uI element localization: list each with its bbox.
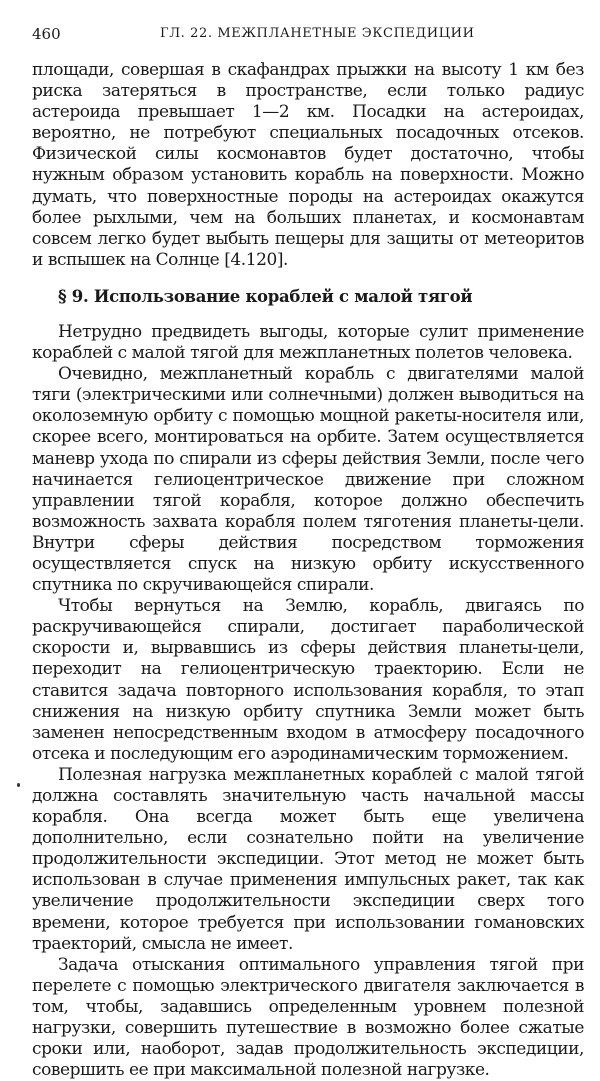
margin-mark [17, 783, 20, 787]
intro-paragraph: площади, совершая в скафандрах прыжки на высоту 1 км без риска затеряться в пространстве, если только радиус астероида превышает 1—2 км. Посадки на астероидах, вероятно, не потребуют специальных посадочных отсеков. Физической силы космонавтов будет достаточно, чтобы нужным образом установить корабль на поверхности. Можно думать, что поверхностные породы на астероидах окажутся более рыхлыми, чем на больших планетах, и космонавтам совсем легко будет выбыть пещеры для защиты от метеоритов и вспышек на Солнце [4.120]. [32, 60, 584, 270]
body-text [32, 60, 584, 1081]
section-heading: § 9. Использование кораблей с малой тягой [58, 286, 473, 306]
paragraph-optimal-control: Задача отыскания оптимального управления тягой при перелете с помощью электрического двигателя заключается в том, чтобы, задавшись определенным уровнем полезной нагрузки, совершить путешествие в возможно более сжатые сроки или, наоборот, задав продолжительность экспедиции, совершить ее при максимальной полезной нагрузке. [32, 954, 584, 1081]
paragraph-payload: Полезная нагрузка межпланетных кораблей с малой тягой должна составлять значительную часть начальной массы корабля. Она всегда может быть еще увеличена дополнительно, если сознательно пойти на увеличение продолжительности экспедиции. Этот метод не может быть использован в случае применения импульсных ракет, так как увеличение продолжительности экспедиции сверх того времени, которое требуется при использовании гомановских траекторий, смысла не имеет. [32, 764, 584, 954]
paragraph-spiral-departure: Очевидно, межпланетный корабль с двигателями малой тяги (электрическими или солнечными) должен выводиться на околоземную орбиту с помощью мощной ракеты-носителя или, скорее всего, монтироваться на орбите. Затем осуществляется маневр ухода по спирали из сферы действия Земли, после чего начинается гелиоцентрическое движение при сложном управлении тягой корабля, которое должно обеспечить возможность захвата корабля полем тяготения планеты-цели. Внутри сферы действия посредством торможения осуществляется спуск на низкую орбиту искусственного спутника по скручивающейся спирали. [32, 364, 584, 596]
page-number: 460 [32, 25, 61, 43]
paragraph-return: Чтобы вернуться на Землю, корабль, двигаясь по раскручивающейся спирали, достигает параболической скорости и, вырвавшись из сферы действия планеты-цели, переходит на гелиоцентрическую траекторию. Если не ставится задача повторного использования корабля, то этап снижения на низкую орбиту спутника Земли может быть заменен непосредственным входом в атмосферу посадочного отсека и последующим его аэродинамическим торможением. [32, 596, 584, 764]
paragraph-advantages: Нетрудно предвидеть выгоды, которые сулит применение кораблей с малой тягой для межпланетных полетов человека. [32, 321, 584, 364]
running-head [32, 24, 580, 44]
chapter-title: ГЛ. 22. МЕЖПЛАНЕТНЫЕ ЭКСПЕДИЦИИ [160, 26, 475, 41]
